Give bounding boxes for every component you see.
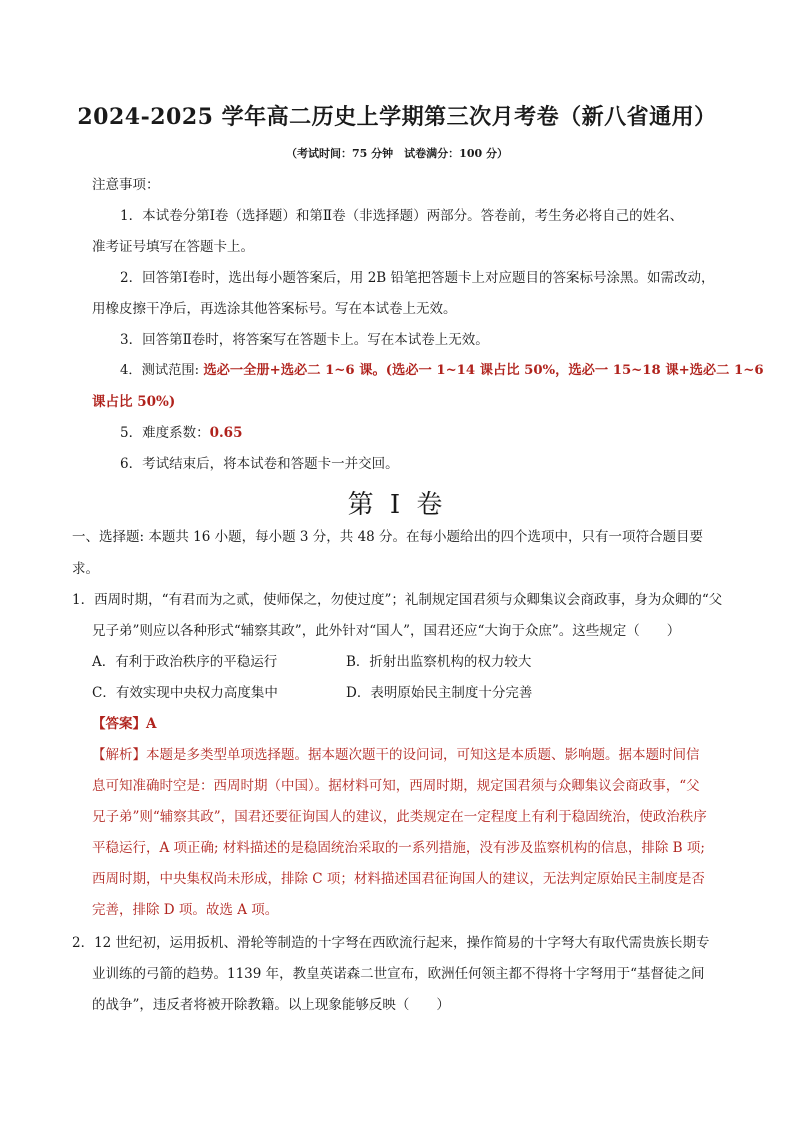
note-6: 6．考试结束后，将本试卷和答题卡一并交回。 <box>120 456 399 472</box>
q1-answer: 【答案】A <box>92 716 157 732</box>
section-title: 第 I 卷 <box>347 490 447 520</box>
note-5-prefix: 5．难度系数： <box>120 425 210 441</box>
note-3: 3．回答第Ⅱ卷时，将答案写在答题卡上。写在本试卷上无效。 <box>120 332 489 348</box>
q1-analysis-line-6: 完善，排除 D 项。故选 A 项。 <box>92 902 279 918</box>
note-2-line-1: 2．回答第Ⅰ卷时，选出每小题答案后，用 2B 铅笔把答题卡上对应题目的答案标号涂黑。如需改动， <box>120 270 715 286</box>
q2-stem-line-2: 业训练的弓箭的趋势。1139 年，教皇英诺森二世宣布，欧洲任何领主都不得将十字弩用于“基督徒之间 <box>92 966 705 982</box>
part-1-text: 本题共 16 小题，每小题 3 分，共 48 分。在每小题给出的四个选项中，只有一项符合题目要 <box>144 529 704 545</box>
difficulty-value: 0.65 <box>209 425 243 441</box>
note-4-line-1 <box>120 362 764 380</box>
q2-stem-line-3: 的战争”，违反者将被开除教籍。以上现象能够反映（ ） <box>92 997 450 1013</box>
q1-option-c: C．有效实现中央权力高度集中 <box>92 685 278 701</box>
q1-option-b: B．折射出监察机构的权力较大 <box>346 654 532 670</box>
note-4-scope: 选必一全册+选必二 1~6 课。(选必一 1~14 课占比 50%，选必一 15~18 课+选必二 1~6 <box>203 363 764 378</box>
note-5 <box>120 424 242 442</box>
q1-analysis-line-4: 平稳运行，A 项正确; 材料描述的是稳固统治采取的一系列措施，没有涉及监察机构的信息，排除 B 项; <box>92 840 705 856</box>
q1-stem-line-2: 兄子弟”则应以各种形式“辅察其政”，此外针对“国人”，国君还应“大询于众庶”。这些规定（ ） <box>92 623 681 639</box>
exam-subtitle: （考试时间：75 分钟 试卷满分：100 分） <box>286 147 508 160</box>
part-1-label: 一、选择题: <box>72 529 145 545</box>
part-1-instructions-line-2: 求。 <box>72 561 99 577</box>
note-1-line-1: 1．本试卷分第Ⅰ卷（选择题）和第Ⅱ卷（非选择题）两部分。答卷前，考生务必将自己的姓名、 <box>120 208 684 224</box>
notes-heading: 注意事项： <box>92 177 160 193</box>
q1-analysis-line-1: 【解析】本题是多类型单项选择题。据本题次题干的设问词，可知这是本质题、影响题。据本题时间信 <box>92 747 700 763</box>
note-4-prefix: 4．测试范围: <box>120 363 204 378</box>
note-2-line-2: 用橡皮擦干净后，再选涂其他答案标号。写在本试卷上无效。 <box>92 301 457 317</box>
q1-option-d: D．表明原始民主制度十分完善 <box>346 685 533 701</box>
exam-title: 2024-2025 学年高二历史上学期第三次月考卷（新八省通用） <box>77 104 717 130</box>
note-4-line-2: 课占比 50%) <box>92 394 176 410</box>
note-1-line-2: 准考证号填写在答题卡上。 <box>92 239 254 255</box>
q1-analysis-line-3: 兄子弟”则“辅察其政”，国君还要征询国人的建议，此类规定在一定程度上有利于稳固统治，使政治秩序 <box>92 809 707 825</box>
q1-analysis-line-2: 息可知准确时空是：西周时期（中国）。据材料可知，西周时期，规定国君须与众卿集议会商政事，“父 <box>92 778 700 794</box>
q1-stem-line-1: 1．西周时期，“有君而为之贰，使师保之，勿使过度”；礼制规定国君须与众卿集议会商政事，身为众卿的“父 <box>72 592 723 608</box>
q1-option-a: A．有利于政治秩序的平稳运行 <box>92 654 278 670</box>
q1-analysis-line-5: 西周时期，中央集权尚未形成，排除 C 项；材料描述国君征询国人的建议，无法判定原始民主制度是否 <box>92 871 705 887</box>
part-1-instructions <box>72 528 703 546</box>
q2-stem-line-1: 2．12 世纪初，运用扳机、滑轮等制造的十字弩在西欧流行起来，操作简易的十字弩大有取代需贵族长期专 <box>72 935 710 951</box>
